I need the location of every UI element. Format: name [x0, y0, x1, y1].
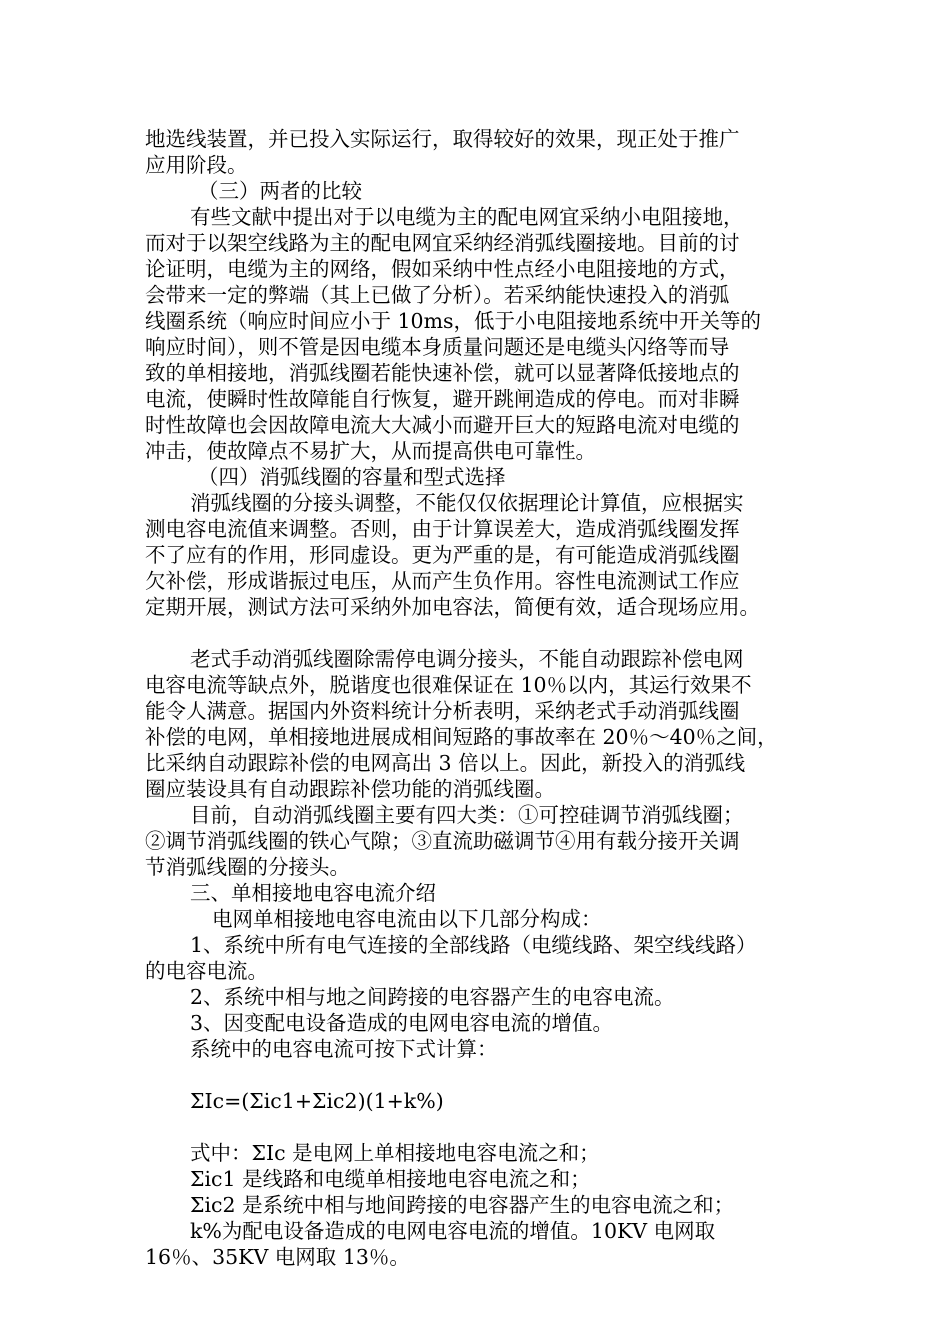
paragraph-line: 系统中的电容电流可按下式计算： — [190, 1037, 498, 1061]
paragraph-line: 而对于以架空线路为主的配电网宜采纳经消弧线圈接地。目前的讨 — [145, 231, 740, 255]
paragraph-line: 地选线装置，并已投入实际运行，取得较好的效果，现正处于推广 — [145, 127, 740, 151]
paragraph-line: Σic1 是线路和电缆单相接地电容电流之和； — [190, 1167, 591, 1191]
paragraph-line: 应用阶段。 — [145, 153, 248, 177]
paragraph-line: 冲击，使故障点不易扩大，从而提高供电可靠性。 — [145, 439, 596, 463]
paragraph-line: 会带来一定的弊端（其上已做了分析）。若采纳能快速投入的消弧 — [145, 283, 730, 307]
paragraph-line: 老式手动消弧线圈除需停电调分接头，不能自动跟踪补偿电网 — [190, 647, 744, 671]
paragraph-line: 线圈系统（响应时间应小于 10ms，低于小电阻接地系统中开关等的 — [145, 309, 762, 333]
paragraph-line: 时性故障也会因故障电流大大减小而避开巨大的短路电流对电缆的 — [145, 413, 740, 437]
paragraph-line: 节消弧线圈的分接头。 — [145, 855, 350, 879]
paragraph-line: k%为配电设备造成的电网电容电流的增值。10KV 电网取 — [190, 1219, 716, 1243]
formula: ΣIc=(Σic1+Σic2)(1+k%) — [190, 1089, 444, 1113]
paragraph-line: 16％、35KV 电网取 13％。 — [145, 1245, 410, 1269]
paragraph-line: 响应时间），则不管是因电缆本身质量问题还是电缆头闪络等而导 — [145, 335, 730, 359]
paragraph-line: 式中：ΣIc 是电网上单相接地电容电流之和； — [190, 1141, 600, 1165]
list-item: 2、系统中相与地之间跨接的电容器产生的电容电流。 — [190, 985, 675, 1009]
paragraph-line: 目前，自动消弧线圈主要有四大类：①可控硅调节消弧线圈； — [190, 803, 744, 827]
list-item: 3、因变配电设备造成的电网电容电流的增值。 — [190, 1011, 614, 1035]
paragraph-line: 能令人满意。据国内外资料统计分析表明，采纳老式手动消弧线圈 — [145, 699, 740, 723]
paragraph-line: 致的单相接地，消弧线圈若能快速补偿，就可以显著降低接地点的 — [145, 361, 740, 385]
paragraph-line: 消弧线圈的分接头调整，不能仅仅依据理论计算值，应根据实 — [190, 491, 744, 515]
paragraph-line: 补偿的电网，单相接地进展成相间短路的事故率在 20％～40％之间， — [145, 725, 778, 749]
paragraph-line: ②调节消弧线圈的铁心气隙；③直流助磁调节④用有载分接开关调 — [145, 829, 740, 853]
section-heading: （三）两者的比较 — [198, 179, 362, 203]
paragraph-line: 圈应装设具有自动跟踪补偿功能的消弧线圈。 — [145, 777, 555, 801]
paragraph-line: 有些文献中提出对于以电缆为主的配电网宜采纳小电阻接地， — [190, 205, 744, 229]
paragraph-line: 不了应有的作用，形同虚设。更为严重的是，有可能造成消弧线圈 — [145, 543, 740, 567]
list-item: 1、系统中所有电气连接的全部线路（电缆线路、架空线线路） — [190, 933, 757, 957]
section-heading: 三、单相接地电容电流介绍 — [190, 881, 436, 905]
paragraph-line: 测电容电流值来调整。否则，由于计算误差大，造成消弧线圈发挥 — [145, 517, 740, 541]
paragraph-line: 的电容电流。 — [145, 959, 268, 983]
section-heading: （四）消弧线圈的容量和型式选择 — [198, 465, 506, 489]
paragraph-line: 欠补偿，形成谐振过电压，从而产生负作用。容性电流测试工作应 — [145, 569, 740, 593]
paragraph-line: Σic2 是系统中相与地间跨接的电容器产生的电容电流之和； — [190, 1193, 735, 1217]
paragraph-line: 电容电流等缺点外，脱谐度也很难保证在 10％以内，其运行效果不 — [145, 673, 752, 697]
paragraph-line: 论证明，电缆为主的网络，假如采纳中性点经小电阻接地的方式， — [145, 257, 740, 281]
paragraph-line: 比采纳自动跟踪补偿的电网高出 3 倍以上。因此，新投入的消弧线 — [145, 751, 746, 775]
paragraph-line: 定期开展，测试方法可采纳外加电容法，简便有效，适合现场应用。 — [145, 595, 760, 619]
paragraph-line: 电网单相接地电容电流由以下几部分构成： — [212, 907, 602, 931]
paragraph-line: 电流，使瞬时性故障能自行恢复，避开跳闸造成的停电。而对非瞬 — [145, 387, 740, 411]
